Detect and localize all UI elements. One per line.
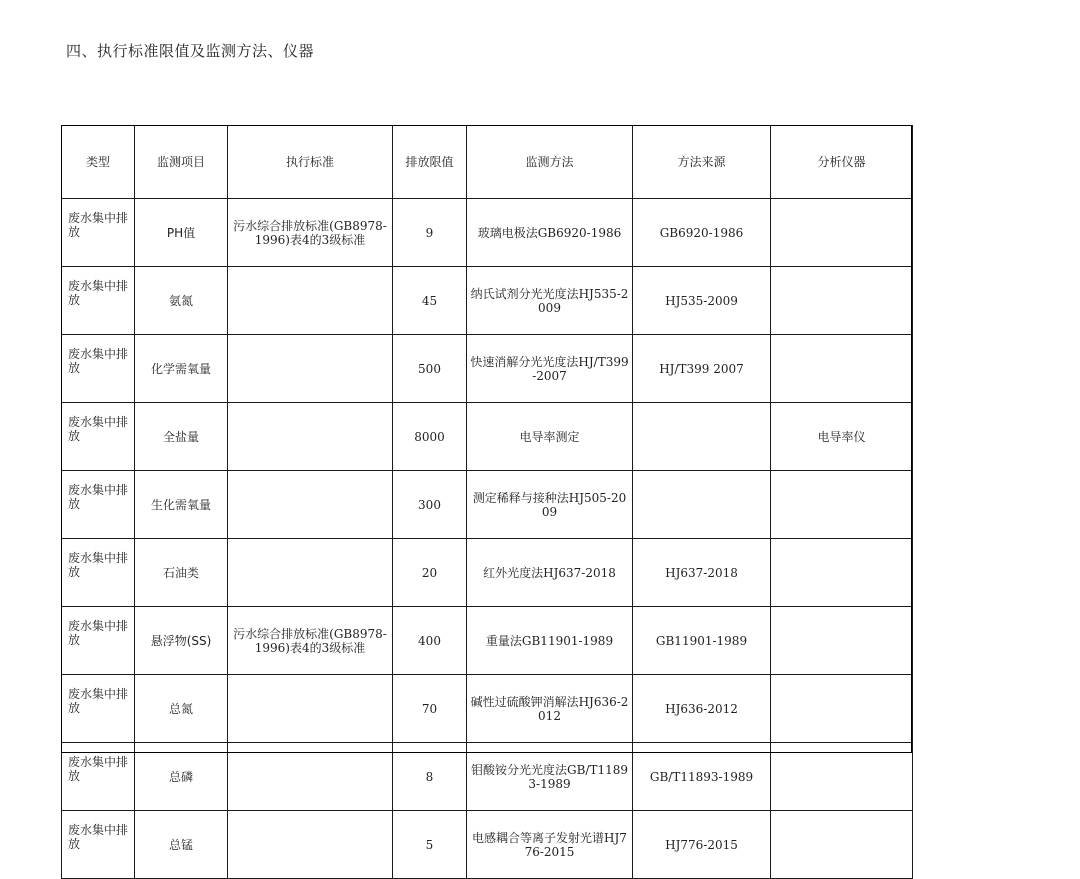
cell-standard xyxy=(228,335,393,403)
cell-standard: 污水综合排放标准(GB8978-1996)表4的3级标准 xyxy=(228,199,393,267)
cell-limit: 300 xyxy=(393,471,467,539)
cell-source: GB11901-1989 xyxy=(633,607,771,675)
cell-item: 总氮 xyxy=(135,675,228,743)
cell-limit: 8000 xyxy=(393,403,467,471)
cell-source: HJ636-2012 xyxy=(633,675,771,743)
cell-item: 总磷 xyxy=(135,743,228,811)
cell-type: 废水集中排放 xyxy=(62,811,135,879)
cell-source: GB6920-1986 xyxy=(633,199,771,267)
cell-instrument xyxy=(771,811,913,879)
header-source: 方法来源 xyxy=(633,126,771,199)
cell-instrument xyxy=(771,743,913,811)
cell-instrument xyxy=(771,539,913,607)
cell-item: 全盐量 xyxy=(135,403,228,471)
cell-limit: 400 xyxy=(393,607,467,675)
cell-type: 废水集中排放 xyxy=(62,743,135,811)
cell-type: 废水集中排放 xyxy=(62,607,135,675)
table-row xyxy=(62,811,913,879)
cell-instrument xyxy=(771,675,913,743)
cell-item: 化学需氧量 xyxy=(135,335,228,403)
header-limit: 排放限值 xyxy=(393,126,467,199)
cell-source xyxy=(633,471,771,539)
cell-standard xyxy=(228,539,393,607)
cell-source: HJ/T399 2007 xyxy=(633,335,771,403)
cell-item: 总锰 xyxy=(135,811,228,879)
cell-item: PH值 xyxy=(135,199,228,267)
cell-method: 玻璃电极法GB6920-1986 xyxy=(467,199,633,267)
cell-instrument xyxy=(771,267,913,335)
table-row xyxy=(62,743,913,811)
table-row xyxy=(62,199,913,267)
header-standard: 执行标准 xyxy=(228,126,393,199)
table-row xyxy=(62,607,913,675)
table-row xyxy=(62,267,913,335)
cell-limit: 70 xyxy=(393,675,467,743)
cell-type: 废水集中排放 xyxy=(62,199,135,267)
table-row xyxy=(62,403,913,471)
cell-type: 废水集中排放 xyxy=(62,335,135,403)
cell-source: HJ637-2018 xyxy=(633,539,771,607)
cell-standard xyxy=(228,471,393,539)
table-row xyxy=(62,471,913,539)
cell-method: 红外光度法HJ637-2018 xyxy=(467,539,633,607)
table-header-row xyxy=(62,126,913,199)
cell-item: 生化需氧量 xyxy=(135,471,228,539)
cell-method: 电导率测定 xyxy=(467,403,633,471)
cell-type: 废水集中排放 xyxy=(62,403,135,471)
cell-instrument xyxy=(771,471,913,539)
cell-standard xyxy=(228,675,393,743)
cell-method: 钼酸铵分光光度法GB/T11893-1989 xyxy=(467,743,633,811)
header-item: 监测项目 xyxy=(135,126,228,199)
cell-instrument xyxy=(771,199,913,267)
cell-limit: 500 xyxy=(393,335,467,403)
cell-method: 测定稀释与接种法HJ505-2009 xyxy=(467,471,633,539)
standards-table xyxy=(61,125,913,879)
cell-method: 纳氏试剂分光光度法HJ535-2009 xyxy=(467,267,633,335)
cell-standard xyxy=(228,811,393,879)
table-row xyxy=(62,335,913,403)
cell-standard xyxy=(228,267,393,335)
cell-type: 废水集中排放 xyxy=(62,675,135,743)
cell-standard xyxy=(228,403,393,471)
cell-limit: 9 xyxy=(393,199,467,267)
cell-method: 电感耦合等离子发射光谱HJ776-2015 xyxy=(467,811,633,879)
table-row xyxy=(62,539,913,607)
cell-method: 重量法GB11901-1989 xyxy=(467,607,633,675)
cell-instrument xyxy=(771,335,913,403)
cell-item: 悬浮物(SS) xyxy=(135,607,228,675)
section-heading: 四、执行标准限值及监测方法、仪器 xyxy=(66,42,315,60)
cell-limit: 20 xyxy=(393,539,467,607)
cell-item: 石油类 xyxy=(135,539,228,607)
cell-source: GB/T11893-1989 xyxy=(633,743,771,811)
cell-method: 碱性过硫酸钾消解法HJ636-2012 xyxy=(467,675,633,743)
header-instrument: 分析仪器 xyxy=(771,126,913,199)
cell-source: HJ776-2015 xyxy=(633,811,771,879)
table-row xyxy=(62,675,913,743)
cell-instrument xyxy=(771,607,913,675)
cell-type: 废水集中排放 xyxy=(62,539,135,607)
header-method: 监测方法 xyxy=(467,126,633,199)
cell-standard xyxy=(228,743,393,811)
cell-type: 废水集中排放 xyxy=(62,471,135,539)
cell-limit: 8 xyxy=(393,743,467,811)
cell-source: HJ535-2009 xyxy=(633,267,771,335)
cell-method: 快速消解分光光度法HJ/T399-2007 xyxy=(467,335,633,403)
cell-type: 废水集中排放 xyxy=(62,267,135,335)
cell-limit: 5 xyxy=(393,811,467,879)
header-type: 类型 xyxy=(62,126,135,199)
cell-source xyxy=(633,403,771,471)
cell-limit: 45 xyxy=(393,267,467,335)
cell-standard: 污水综合排放标准(GB8978-1996)表4的3级标准 xyxy=(228,607,393,675)
cell-item: 氨氮 xyxy=(135,267,228,335)
cell-instrument: 电导率仪 xyxy=(771,403,913,471)
